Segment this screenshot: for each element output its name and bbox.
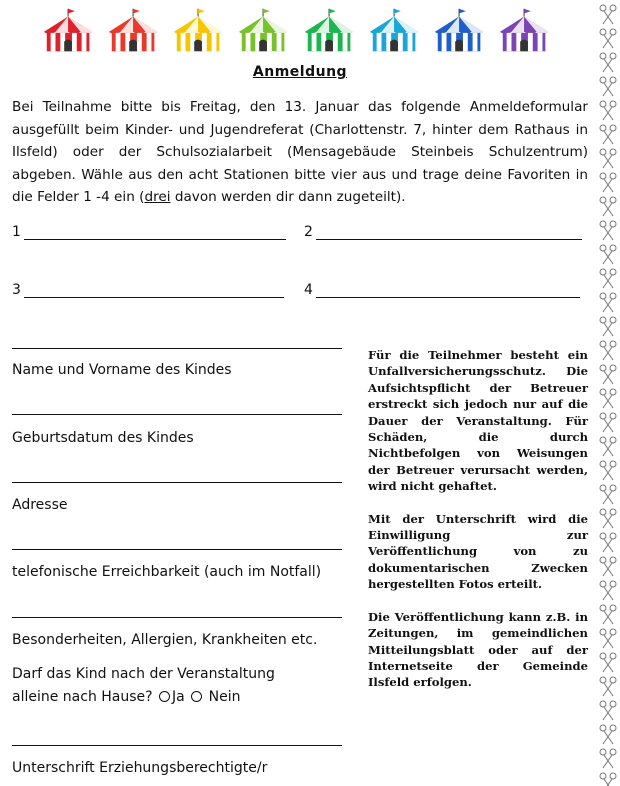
station-slot-3[interactable]	[12, 278, 284, 300]
scissors-icon	[600, 509, 616, 528]
circus-tent-icon	[301, 6, 357, 54]
slot-number: 2	[304, 224, 313, 240]
scissors-icon	[600, 581, 616, 600]
circus-tent-icon	[40, 6, 96, 54]
no-radio[interactable]	[191, 691, 202, 702]
circus-tent-icon	[235, 6, 291, 54]
scissors-icon	[600, 773, 616, 786]
scissors-icon	[600, 389, 616, 408]
birthdate-line[interactable]	[12, 414, 342, 415]
special-line[interactable]	[12, 617, 342, 618]
scissors-icon	[600, 53, 616, 72]
yes-radio[interactable]	[159, 691, 170, 702]
scissors-icon	[600, 413, 616, 432]
home-alone-question	[12, 689, 241, 705]
scissors-icon	[600, 5, 616, 24]
slot-number: 3	[12, 282, 21, 298]
station-slot-1[interactable]	[12, 220, 286, 242]
publication-note: Die Veröffentlichung kann z.B. in Zeitungen, im gemeindlichen Mitteilungsblatt oder auf der Internetseite der Gemeinde Ilsfeld erfolgen.	[368, 609, 588, 690]
insurance-note: Für die Teilnehmer besteht ein Unfallversicherungsschutz. Die Aufsichtspflicht der Betreuer erstreckt sich jedoch nur auf die Dauer der Veranstaltung. Für Schäden, die durch Nichtbefolgen von Weisungen der Betreuer verursacht werden, wird nicht gehaftet.	[368, 348, 588, 494]
intro-text-after: davon werden dir dann zugeteilt).	[170, 189, 406, 205]
slot-number: 4	[304, 282, 313, 298]
intro-underlined-word: drei	[144, 189, 171, 205]
yes-label: Ja	[172, 689, 185, 705]
scissors-icon	[600, 653, 616, 672]
scissors-icon	[600, 341, 616, 360]
scissors-icon	[600, 725, 616, 744]
scissors-icon	[600, 77, 616, 96]
name-line[interactable]	[12, 348, 342, 349]
scissors-icon	[600, 749, 616, 768]
tent-banner	[40, 6, 552, 54]
circus-tent-icon	[366, 6, 422, 54]
question-line-2: alleine nach Hause?	[12, 689, 153, 705]
circus-tent-icon	[170, 6, 226, 54]
scissors-border	[598, 0, 618, 786]
slot-line	[24, 297, 284, 298]
phone-label: telefonische Erreichbarkeit (auch im Notfall)	[12, 564, 322, 580]
scissors-icon	[600, 485, 616, 504]
scissors-icon	[600, 29, 616, 48]
scissors-icon	[600, 365, 616, 384]
station-slot-4[interactable]	[304, 278, 580, 300]
page-title: Anmeldung	[252, 64, 348, 80]
scissors-icon	[600, 701, 616, 720]
signature-line[interactable]	[12, 745, 342, 746]
circus-tent-icon	[431, 6, 487, 54]
birthdate-label: Geburtsdatum des Kindes	[12, 430, 194, 446]
slot-number: 1	[12, 224, 21, 240]
scissors-icon	[600, 125, 616, 144]
slot-line	[24, 239, 286, 240]
photo-consent-note: Mit der Unterschrift wird die Einwilligung zur Veröffentlichung von zu dokumentarischen Zwecken hergestellten Fotos erteilt.	[368, 511, 588, 592]
signature-label: Unterschrift Erziehungsberechtigte/r	[12, 760, 268, 776]
phone-line[interactable]	[12, 549, 342, 550]
intro-paragraph	[12, 96, 588, 209]
special-label: Besonderheiten, Allergien, Krankheiten etc.	[12, 632, 318, 648]
scissors-icon	[600, 629, 616, 648]
circus-tent-icon	[105, 6, 161, 54]
scissors-icon	[600, 533, 616, 552]
scissors-icon	[600, 245, 616, 264]
scissors-icon	[600, 101, 616, 120]
scissors-icon	[600, 461, 616, 480]
question-line-1: Darf das Kind nach der Veranstaltung	[12, 666, 275, 682]
scissors-icon	[600, 677, 616, 696]
address-label: Adresse	[12, 497, 68, 513]
scissors-icon	[600, 269, 616, 288]
slot-line	[316, 239, 582, 240]
slot-line	[316, 297, 580, 298]
scissors-icon	[600, 557, 616, 576]
scissors-icon	[600, 293, 616, 312]
address-line[interactable]	[12, 482, 342, 483]
scissors-icon	[600, 605, 616, 624]
circus-tent-icon	[496, 6, 552, 54]
scissors-icon	[600, 197, 616, 216]
scissors-icon	[600, 149, 616, 168]
no-label: Nein	[208, 689, 241, 705]
scissors-icon	[600, 221, 616, 240]
station-slot-2[interactable]	[304, 220, 582, 242]
legal-notes	[368, 347, 588, 707]
scissors-icon	[600, 173, 616, 192]
scissors-icon	[600, 437, 616, 456]
intro-text-before: Bei Teilnahme bitte bis Freitag, den 13. Januar das folgende Anmeldeformular ausgefüllt beim Kinder- und Jugendreferat (Charlottenstr. 7, hinter dem Rathaus in Ilsfeld) oder der Schulsozialarbeit (Mensagebäude Steinbeis Schulzentrum) abgeben. Wähle aus den acht Stationen bitte vier aus und trage deine Favoriten in die Felder 1 -4 ein (	[12, 99, 588, 205]
scissors-icon	[600, 317, 616, 336]
name-label: Name und Vorname des Kindes	[12, 362, 232, 378]
